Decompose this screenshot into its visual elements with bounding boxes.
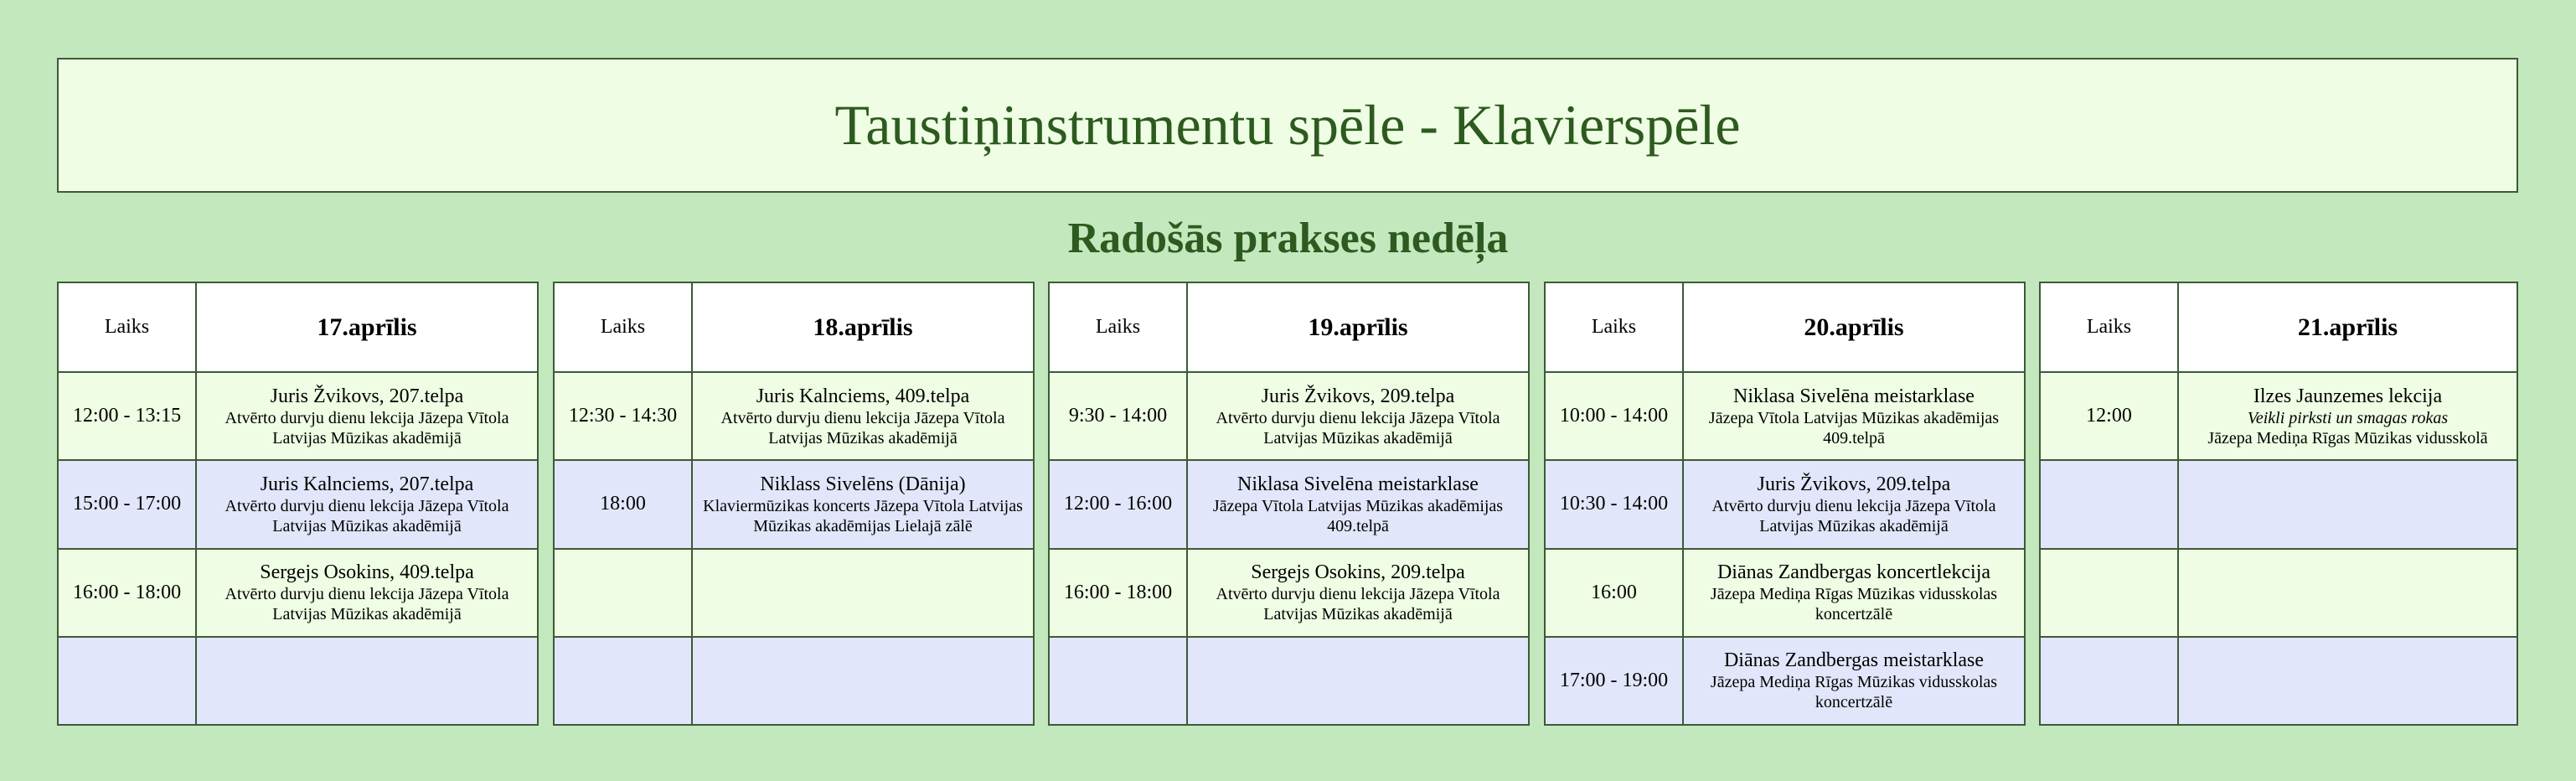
event-time	[2040, 637, 2178, 725]
event-time	[58, 637, 196, 725]
event-cell	[692, 460, 1034, 548]
event-cell	[196, 549, 538, 637]
event-name: Juris Kalnciems, 207.telpa	[260, 473, 474, 495]
event-cell	[2178, 460, 2517, 548]
table-row	[1049, 372, 1529, 460]
event-description: Jāzepa Vītola Latvijas Mūzikas akadēmijas 409.telpā	[1212, 496, 1504, 535]
table-row	[2040, 637, 2517, 725]
event-description: Jāzepa Mediņa Rīgas Mūzikas vidusskolas koncertzālē	[1710, 585, 1998, 624]
event-description: Atvērto durvju dienu lekcija Jāzepa Vītola Latvijas Mūzikas akadēmijā	[1711, 496, 1996, 535]
event-name: Diānas Zandbergas meistarklase	[1723, 649, 1985, 672]
event-cell	[2178, 637, 2517, 725]
event-name: Juris Kalnciems, 409.telpa	[756, 385, 970, 407]
time-column-header: Laiks	[554, 282, 692, 372]
event-time: 16:00	[1545, 549, 1683, 637]
table-row	[58, 372, 538, 460]
event-name: Juris Žvikovs, 207.telpa	[270, 385, 464, 407]
event-cell	[1683, 637, 2025, 725]
event-time	[554, 549, 692, 637]
event-cell	[692, 549, 1034, 637]
table-row	[1545, 372, 2025, 460]
event-name: Diānas Zandbergas koncertlekcija	[1716, 561, 1991, 584]
event-time: 12:00	[2040, 372, 2178, 460]
day-table	[1048, 282, 1530, 726]
event-cell	[1187, 460, 1529, 548]
time-column-header: Laiks	[2040, 282, 2178, 372]
event-description: Klaviermūzikas koncerts Jāzepa Vītola Latvijas Mūzikas akadēmijas Lielajā zālē	[703, 496, 1023, 535]
event-cell	[692, 372, 1034, 460]
event-name: Niklasa Sivelēna meistarklase	[1733, 385, 1975, 407]
event-name: Juris Žvikovs, 209.telpa	[1757, 473, 1951, 495]
time-column-header: Laiks	[58, 282, 196, 372]
event-time	[2040, 460, 2178, 548]
table-row	[554, 460, 1034, 548]
day-date-header: 17.aprīlis	[196, 282, 538, 372]
event-time	[554, 637, 692, 725]
event-time: 16:00 - 18:00	[1049, 549, 1187, 637]
event-cell	[1187, 549, 1529, 637]
table-row	[58, 549, 538, 637]
page-subtitle: Radošās prakses nedēļa	[1067, 215, 1509, 262]
event-description: Atvērto durvju dienu lekcija Jāzepa Vītola Latvijas Mūzikas akadēmijā	[720, 408, 1005, 447]
event-name: Sergejs Osokins, 409.telpa	[260, 561, 474, 584]
table-row	[1545, 637, 2025, 725]
event-time: 10:30 - 14:00	[1545, 460, 1683, 548]
event-description: Jāzepa Vītola Latvijas Mūzikas akadēmijas 409.telpā	[1708, 408, 2000, 447]
event-time	[1049, 637, 1187, 725]
day-table	[2039, 282, 2518, 726]
event-cell	[2178, 372, 2517, 460]
event-time: 9:30 - 14:00	[1049, 372, 1187, 460]
event-name: Ilzes Jaunzemes lekcija	[2253, 385, 2443, 407]
event-time: 15:00 - 17:00	[58, 460, 196, 548]
table-row	[58, 460, 538, 548]
event-cell	[196, 460, 538, 548]
event-note: Veikli pirksti un smagas rokas	[2247, 408, 2449, 427]
table-row	[1049, 460, 1529, 548]
day-date-header: 20.aprīlis	[1683, 282, 2025, 372]
table-row	[1049, 549, 1529, 637]
table-row	[1545, 549, 2025, 637]
event-cell	[692, 637, 1034, 725]
event-description: Atvērto durvju dienu lekcija Jāzepa Vītola Latvijas Mūzikas akadēmijā	[225, 408, 509, 447]
event-cell	[1683, 549, 2025, 637]
event-time: 10:00 - 14:00	[1545, 372, 1683, 460]
event-time: 12:00 - 13:15	[58, 372, 196, 460]
event-name: Niklass Sivelēns (Dānija)	[760, 473, 966, 495]
day-date-header: 19.aprīlis	[1187, 282, 1529, 372]
table-row	[58, 637, 538, 725]
event-name: Juris Žvikovs, 209.telpa	[1261, 385, 1455, 407]
event-description: Jāzepa Mediņa Rīgas Mūzikas vidusskolas koncertzālē	[1710, 673, 1998, 712]
event-cell	[1187, 372, 1529, 460]
table-row	[554, 372, 1034, 460]
event-name: Niklasa Sivelēna meistarklase	[1237, 473, 1479, 495]
table-row	[554, 549, 1034, 637]
event-cell	[1187, 637, 1529, 725]
time-column-header: Laiks	[1049, 282, 1187, 372]
event-name: Sergejs Osokins, 209.telpa	[1251, 561, 1465, 584]
day-date-header: 21.aprīlis	[2178, 282, 2517, 372]
event-cell	[196, 637, 538, 725]
day-date-header: 18.aprīlis	[692, 282, 1034, 372]
event-time: 17:00 - 19:00	[1545, 637, 1683, 725]
table-row	[554, 637, 1034, 725]
day-table	[553, 282, 1035, 726]
event-description: Atvērto durvju dienu lekcija Jāzepa Vītola Latvijas Mūzikas akadēmijā	[1216, 408, 1500, 447]
event-time	[2040, 549, 2178, 637]
event-description: Atvērto durvju dienu lekcija Jāzepa Vītola Latvijas Mūzikas akadēmijā	[225, 496, 509, 535]
event-time: 12:30 - 14:30	[554, 372, 692, 460]
event-time: 18:00	[554, 460, 692, 548]
table-row	[1049, 637, 1529, 725]
event-time: 12:00 - 16:00	[1049, 460, 1187, 548]
time-column-header: Laiks	[1545, 282, 1683, 372]
event-description: Atvērto durvju dienu lekcija Jāzepa Vītola Latvijas Mūzikas akadēmijā	[225, 585, 509, 624]
event-time: 16:00 - 18:00	[58, 549, 196, 637]
event-description: Atvērto durvju dienu lekcija Jāzepa Vītola Latvijas Mūzikas akadēmijā	[1216, 585, 1500, 624]
table-row	[2040, 460, 2517, 548]
event-cell	[1683, 460, 2025, 548]
day-table	[1544, 282, 2026, 726]
event-cell	[196, 372, 538, 460]
page-title: Taustiņinstrumentu spēle - Klavierspēle	[834, 93, 1741, 157]
event-cell	[1683, 372, 2025, 460]
event-description: Jāzepa Mediņa Rīgas Mūzikas vidusskolā	[2207, 428, 2488, 447]
day-table	[57, 282, 539, 726]
event-cell	[2178, 549, 2517, 637]
page-banner	[57, 58, 2518, 193]
table-row	[1545, 460, 2025, 548]
table-row	[2040, 549, 2517, 637]
table-row	[2040, 372, 2517, 460]
